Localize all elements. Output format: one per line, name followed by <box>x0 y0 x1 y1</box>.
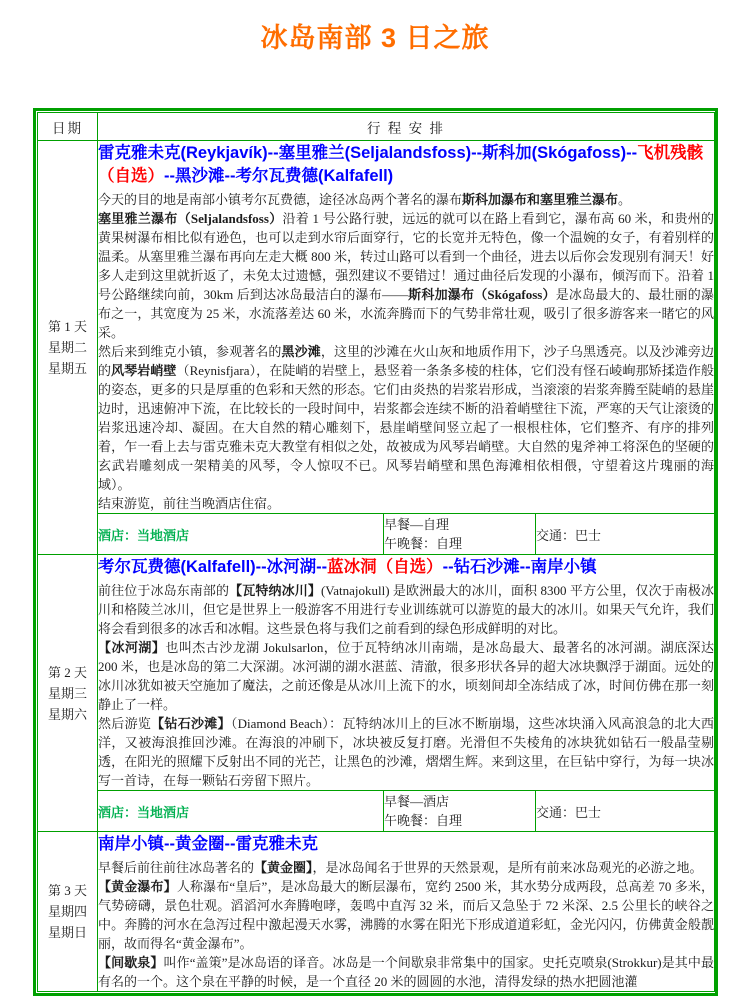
day-3-content-row <box>38 832 715 992</box>
day-1-content-row <box>38 141 715 514</box>
day-3-content-cell <box>98 832 715 992</box>
day-3-paragraph: 【黄金瀑布】人称瀑布“皇后”，是冰岛最大的断层瀑布，宽约 2500 米，其水势分成两段，总高差 70 多米，气势磅礴，景色壮观。滔滔河水奔腾咆哮，轰鸣中直泻 32 米，而后又急坠于 72 米深、2.5 公里长的峡谷之中。奔腾的河水在急泻过程中激起漫天水雾，沸腾的水雾在阳光下形成道道彩虹，金光闪闪，仿佛黄金般靓丽，故而得名“黄金瀑布”。 <box>98 879 714 951</box>
day-1-meals-cell: 早餐—自理 午晚餐：自理 <box>384 514 536 555</box>
table-header-row <box>38 113 715 141</box>
day-2-transport-cell: 交通：巴士 <box>536 791 715 832</box>
day-1-content-cell <box>98 141 715 514</box>
day-2-hotel-cell: 酒店：当地酒店 <box>98 791 384 832</box>
day-1-paragraph: 今天的目的地是南部小镇考尔瓦费德，途径冰岛两个著名的瀑布斯科加瀑布和塞里雅兰瀑布。 <box>98 192 632 207</box>
day-3-date-cell: 第 3 天 星期四 星期日 <box>38 832 98 992</box>
day-3-route-heading: 南岸小镇--黄金圈--雷克雅未克 <box>98 835 318 853</box>
day-2-paragraph: 然后游览【钻石沙滩】（Diamond Beach）：瓦特纳冰川上的巨冰不断崩塌，这些冰块涌入风高浪急的北大西洋，又被海浪推回沙滩。在海浪的冲刷下，冰块被反复打磨。光滑但不失棱角的冰块犹如钻石一般晶莹剔透，在阳光的照耀下反射出不同的光芒，让黑色的沙滩，熠熠生辉。来到这里，在巨钻中穿行，为每一块冰写一首诗，在每一颗钻石旁留下照片。 <box>98 716 714 788</box>
day-2-hotel-row <box>38 791 715 832</box>
day-1-paragraph: 塞里雅兰瀑布（Seljalandsfoss）沿着 1 号公路行驶，远远的就可以在路上看到它，瀑布高 60 米，和贵州的黄果树瀑布相比似有逊色，也可以走到水帘后面穿行，它的长宽并无特色，像一个温婉的女子，有着别样的温柔。从塞里雅兰瀑布再向左走大概 800 米，转过山路可以看到一个曲径，进去以后你会发现别有洞天！好多人走到这里就折返了，未免太过遗憾，强烈建议不要错过！通过曲径后发现的小瀑布，倾泻而下。沿着 1 号公路继续向前，30km 后到达冰岛最洁白的瀑布——斯科加瀑布（Skógafoss）是冰岛最大的、最壮丽的瀑布之一，其宽度为 25 米，水流落差达 60 米，水流奔腾而下的气势非常壮观，吸引了很多游客来一睹它的风采。 <box>98 211 714 340</box>
day-2-paragraph: 前往位于冰岛东南部的【瓦特纳冰川】(Vatnajokull) 是欧洲最大的冰川，面积 8300 平方公里，仅次于南极冰川和格陵兰冰川，但它是世界上一般游客不用进行专业训练就可以游览的最大的冰川。如果天气允许，我们将会看到很多的冰舌和冰帽。这些景色将与我们之前看到的绿色形成鲜明的对比。 <box>98 583 714 636</box>
day-2-content-row <box>38 555 715 791</box>
itinerary-table <box>37 112 715 992</box>
day-3-paragraph: 早餐后前往前往冰岛著名的【黄金圈】，是冰岛闻名于世界的天然景观，是所有前来冰岛观光的必游之地。 <box>98 860 703 875</box>
day-2-meals-cell: 早餐—酒店 午晚餐：自理 <box>384 791 536 832</box>
day-3-paragraph: 【间歇泉】叫作“盖策”是冰岛语的译音。冰岛是一个间歇泉非常集中的国家。史托克喷泉(Strokkur)是其中最有名的一个。这个泉在平静的时候，是一个直径 20 米的圆圆的水池，清得发绿的热水把圆池灌 <box>98 955 714 989</box>
day-1-hotel-cell: 酒店：当地酒店 <box>98 514 384 555</box>
page-title: 冰岛南部 3 日之旅 <box>260 23 490 53</box>
day-2-route-heading: 考尔瓦费德(Kalfafell)--冰河湖--蓝冰洞（自选）--钻石沙滩--南岸小镇 <box>98 558 597 576</box>
day-1-route-heading: 雷克雅未克(Reykjavík)--塞里雅兰(Seljalandsfoss)--斯科加(Skógafoss)--飞机残骸（自选）--黑沙滩--考尔瓦费德(Kalfafell) <box>98 144 704 185</box>
itinerary-table-frame <box>33 108 718 996</box>
day-2-content-cell <box>98 555 715 791</box>
header-date-cell: 日期 <box>38 113 98 141</box>
day-2-date-cell: 第 2 天 星期三 星期六 <box>38 555 98 832</box>
day-1-paragraph: 然后来到维克小镇，参观著名的黑沙滩，这里的沙滩在火山灰和地质作用下，沙子乌黑透亮。以及沙滩旁边的风琴岩峭壁（Reynisfjara），在陡峭的岩壁上，悬竖着一条条多棱的柱体，它们没有怪石崚峋那矫揉造作般的姿态，更多的只是厚重的色彩和天然的形态。它们由炎热的岩浆岩形成，当滚滚的岩浆奔腾至陡峭的悬崖边时，迅速俯冲下流，在比较长的一段时间中，岩浆都会连续不断的沿着峭壁往下流，严寒的天气让滚烫的岩浆迅速冷却、凝固。在大自然的精心雕刻下，悬崖峭壁间竖立起了一根根柱体，它们整齐、有序的排列着，乍一看上去与雷克雅未克大教堂有相似之处，故被成为风琴岩峭壁。大自然的鬼斧神工将深色的坚硬的玄武岩雕刻成一架精美的风琴，令人惊叹不已。风琴岩峭壁和黑色海滩相依相偎，守望着这片瑰丽的海域）。 <box>98 344 714 492</box>
day-1-date-cell: 第 1 天 星期二 星期五 <box>38 141 98 555</box>
day-1-paragraph: 结束游览，前往当晚酒店住宿。 <box>98 496 281 511</box>
day-1-transport-cell: 交通：巴士 <box>536 514 715 555</box>
header-itinerary-cell: 行 程 安 排 <box>98 113 715 141</box>
day-1-hotel-row <box>38 514 715 555</box>
day-2-paragraph: 【冰河湖】也叫杰古沙龙湖 Jokulsarlon，位于瓦特纳冰川南端，是冰岛最大、最著名的冰河湖。湖底深达 200 米，也是冰岛的第二大深湖。冰河湖的湖水湛蓝、清澈，很多形状各异的超大冰块飘浮于湖面。远处的冰川冰犹如被天空施加了魔法，之前还像是从冰川上流下的水，顷刻间却全冻结成了冰，时间仿佛在那一刻静止了一样。 <box>98 640 714 712</box>
